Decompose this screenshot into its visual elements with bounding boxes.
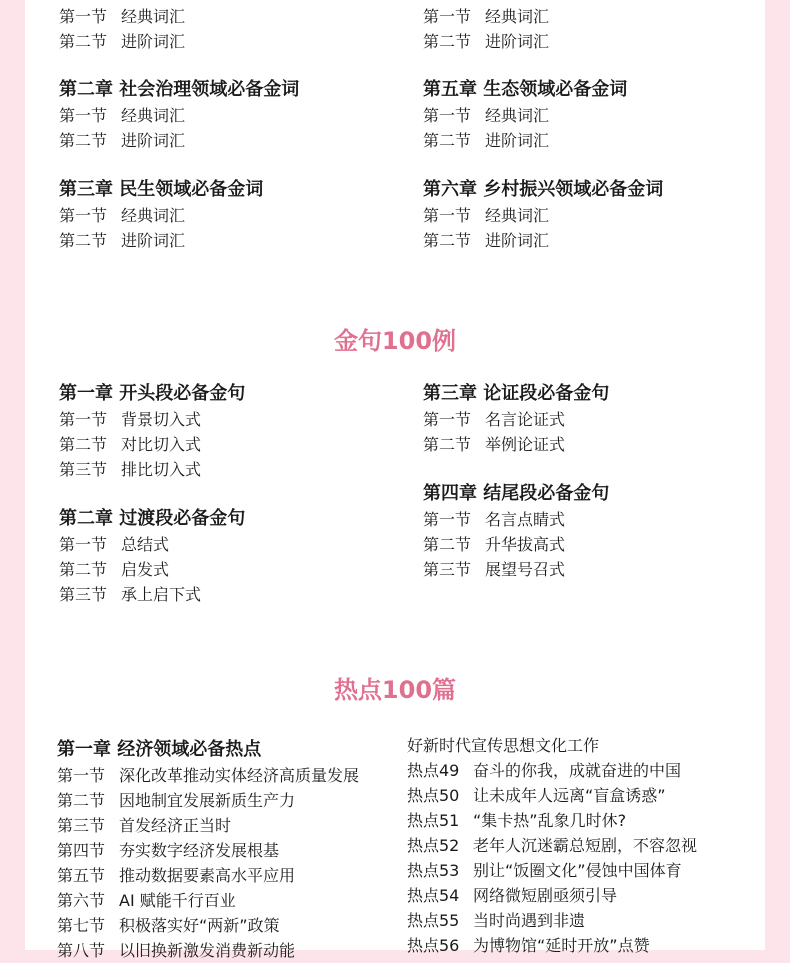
item-label: 第二节 bbox=[423, 32, 472, 51]
item-label: 第二节 bbox=[423, 131, 472, 150]
list-item bbox=[407, 783, 697, 808]
item-label: 热点49 bbox=[407, 761, 460, 780]
item-label: 热点52 bbox=[407, 836, 460, 855]
item-text: 承上启下式 bbox=[121, 585, 202, 604]
item-label: 热点56 bbox=[407, 936, 460, 955]
item-label: 第八节 bbox=[57, 941, 106, 960]
item-label: 第一节 bbox=[59, 7, 108, 26]
item-text: 为博物馆“延时开放”点赞 bbox=[473, 936, 650, 955]
item-text: 经典词汇 bbox=[485, 106, 550, 125]
item-label: 热点55 bbox=[407, 911, 460, 930]
item-label: 第四节 bbox=[57, 841, 106, 860]
list-item bbox=[59, 228, 263, 253]
chapter-title: 第二章 社会治理领域必备金词 bbox=[59, 79, 300, 100]
item-text: 奋斗的你我，成就奋进的中国 bbox=[473, 761, 682, 780]
item-text: 总结式 bbox=[121, 535, 170, 554]
item-text: 排比切入式 bbox=[121, 460, 202, 479]
item-text: 经典词汇 bbox=[485, 206, 550, 225]
list-item bbox=[423, 507, 609, 532]
list-item bbox=[59, 103, 299, 128]
item-label: 第一节 bbox=[59, 535, 108, 554]
item-label: 第二节 bbox=[59, 231, 108, 250]
item-text: 夯实数字经济发展根基 bbox=[119, 841, 280, 860]
list-item bbox=[59, 203, 263, 228]
list-item bbox=[57, 888, 359, 913]
item-label: 第五节 bbox=[57, 866, 106, 885]
chapter-title: 第五章 生态领域必备金词 bbox=[423, 79, 628, 100]
part1-top-left bbox=[59, 4, 185, 54]
item-label: 第三节 bbox=[59, 585, 108, 604]
item-label: 第一节 bbox=[57, 766, 106, 785]
item-text: 背景切入式 bbox=[121, 410, 202, 429]
list-item bbox=[57, 763, 359, 788]
list-item bbox=[59, 457, 245, 482]
item-text: 推动数据要素高水平应用 bbox=[119, 866, 296, 885]
list-item bbox=[423, 128, 627, 153]
list-item-continued: 好新时代宣传思想文化工作 bbox=[407, 736, 600, 755]
item-label: 第一节 bbox=[423, 106, 472, 125]
chapter-block bbox=[423, 481, 609, 582]
item-text: 别让“饭圈文化”侵蚀中国体育 bbox=[473, 861, 682, 880]
list-item bbox=[57, 913, 359, 938]
item-text: AI 赋能千行百业 bbox=[119, 891, 236, 910]
item-text: 进阶词汇 bbox=[121, 131, 186, 150]
item-text: 进阶词汇 bbox=[485, 32, 550, 51]
item-label: 第三节 bbox=[57, 816, 106, 835]
chapter-block bbox=[59, 177, 263, 253]
chapter-title: 第三章 民生领域必备金词 bbox=[59, 179, 264, 200]
chapter-title: 第三章 论证段必备金句 bbox=[423, 383, 610, 404]
item-text: 进阶词汇 bbox=[121, 32, 186, 51]
item-text: 对比切入式 bbox=[121, 435, 202, 454]
item-text: 经典词汇 bbox=[121, 206, 186, 225]
item-text: 因地制宜发展新质生产力 bbox=[119, 791, 296, 810]
item-label: 第二节 bbox=[59, 560, 108, 579]
item-text: 经典词汇 bbox=[121, 7, 186, 26]
list-item bbox=[59, 407, 245, 432]
item-label: 第二节 bbox=[423, 435, 472, 454]
list-item bbox=[59, 582, 245, 607]
item-text: 展望号召式 bbox=[485, 560, 566, 579]
item-label: 第七节 bbox=[57, 916, 106, 935]
chapter-title: 第二章 过渡段必备金句 bbox=[59, 508, 246, 529]
list-item bbox=[59, 432, 245, 457]
item-text: 启发式 bbox=[121, 560, 170, 579]
item-text: 名言论证式 bbox=[485, 410, 566, 429]
item-label: 第二节 bbox=[423, 231, 472, 250]
list-item bbox=[407, 758, 697, 783]
list-item bbox=[423, 103, 627, 128]
part1-top-right bbox=[423, 4, 549, 54]
item-text: “集卡热”乱象几时休? bbox=[473, 811, 627, 830]
item-label: 第二节 bbox=[59, 435, 108, 454]
list-item bbox=[423, 228, 663, 253]
section-title: 热点100篇 bbox=[333, 676, 457, 704]
item-text: 网络微短剧亟须引导 bbox=[473, 886, 618, 905]
item-label: 第一节 bbox=[423, 510, 472, 529]
item-label: 第一节 bbox=[423, 410, 472, 429]
item-label: 第六节 bbox=[57, 891, 106, 910]
list-item bbox=[423, 203, 663, 228]
list-item bbox=[407, 933, 697, 958]
list-item bbox=[423, 29, 549, 54]
list-item bbox=[57, 813, 359, 838]
item-text: 举例论证式 bbox=[485, 435, 566, 454]
item-text: 深化改革推动实体经济高质量发展 bbox=[119, 766, 360, 785]
chapter-block bbox=[423, 381, 609, 457]
section-title: 金句100例 bbox=[333, 327, 457, 355]
list-item bbox=[57, 838, 359, 863]
item-text: 进阶词汇 bbox=[485, 231, 550, 250]
item-label: 第二节 bbox=[57, 791, 106, 810]
list-item bbox=[59, 128, 299, 153]
chapter-block bbox=[57, 737, 359, 963]
item-text: 老年人沉迷霸总短剧，不容忽视 bbox=[473, 836, 698, 855]
item-text: 升华拔高式 bbox=[485, 535, 566, 554]
item-label: 第一节 bbox=[423, 206, 472, 225]
list-item bbox=[57, 788, 359, 813]
item-label: 第一节 bbox=[59, 106, 108, 125]
item-text: 经典词汇 bbox=[121, 106, 186, 125]
list-item bbox=[57, 863, 359, 888]
hot-list bbox=[407, 733, 697, 958]
item-label: 第一节 bbox=[59, 206, 108, 225]
item-text: 以旧换新激发消费新动能 bbox=[119, 941, 296, 960]
item-label: 第二节 bbox=[59, 131, 108, 150]
item-text: 进阶词汇 bbox=[121, 231, 186, 250]
list-item bbox=[59, 532, 245, 557]
chapter-block bbox=[423, 177, 663, 253]
list-item bbox=[423, 432, 609, 457]
item-label: 第三节 bbox=[59, 460, 108, 479]
list-item bbox=[59, 557, 245, 582]
item-label: 第二节 bbox=[59, 32, 108, 51]
chapter-block bbox=[59, 77, 299, 153]
item-text: 名言点睛式 bbox=[485, 510, 566, 529]
item-label: 第三节 bbox=[423, 560, 472, 579]
item-label: 第一节 bbox=[59, 410, 108, 429]
chapter-block bbox=[59, 506, 245, 607]
item-text: 首发经济正当时 bbox=[119, 816, 232, 835]
item-label: 热点50 bbox=[407, 786, 460, 805]
item-text: 经典词汇 bbox=[485, 7, 550, 26]
chapter-title: 第六章 乡村振兴领域必备金词 bbox=[423, 179, 664, 200]
list-item bbox=[407, 858, 697, 883]
chapter-title: 第四章 结尾段必备金句 bbox=[423, 483, 610, 504]
item-text: 当时尚遇到非遗 bbox=[473, 911, 586, 930]
list-item bbox=[407, 908, 697, 933]
item-label: 热点53 bbox=[407, 861, 460, 880]
item-label: 第一节 bbox=[423, 7, 472, 26]
chapter-block bbox=[59, 381, 245, 482]
list-item bbox=[407, 833, 697, 858]
list-item bbox=[59, 4, 185, 29]
item-label: 第二节 bbox=[423, 535, 472, 554]
list-item bbox=[59, 29, 185, 54]
item-text: 让未成年人远离“盲盒诱惑” bbox=[473, 786, 666, 805]
list-item bbox=[423, 557, 609, 582]
item-label: 热点54 bbox=[407, 886, 460, 905]
list-item bbox=[423, 4, 549, 29]
list-item bbox=[57, 938, 359, 963]
list-item bbox=[407, 883, 697, 908]
list-item bbox=[423, 407, 609, 432]
chapter-title: 第一章 开头段必备金句 bbox=[59, 383, 246, 404]
list-item bbox=[407, 808, 697, 833]
list-item bbox=[423, 532, 609, 557]
item-label: 热点51 bbox=[407, 811, 460, 830]
item-text: 进阶词汇 bbox=[485, 131, 550, 150]
chapter-title: 第一章 经济领域必备热点 bbox=[57, 739, 262, 760]
chapter-block bbox=[423, 77, 627, 153]
item-text: 积极落实好“两新”政策 bbox=[119, 916, 280, 935]
